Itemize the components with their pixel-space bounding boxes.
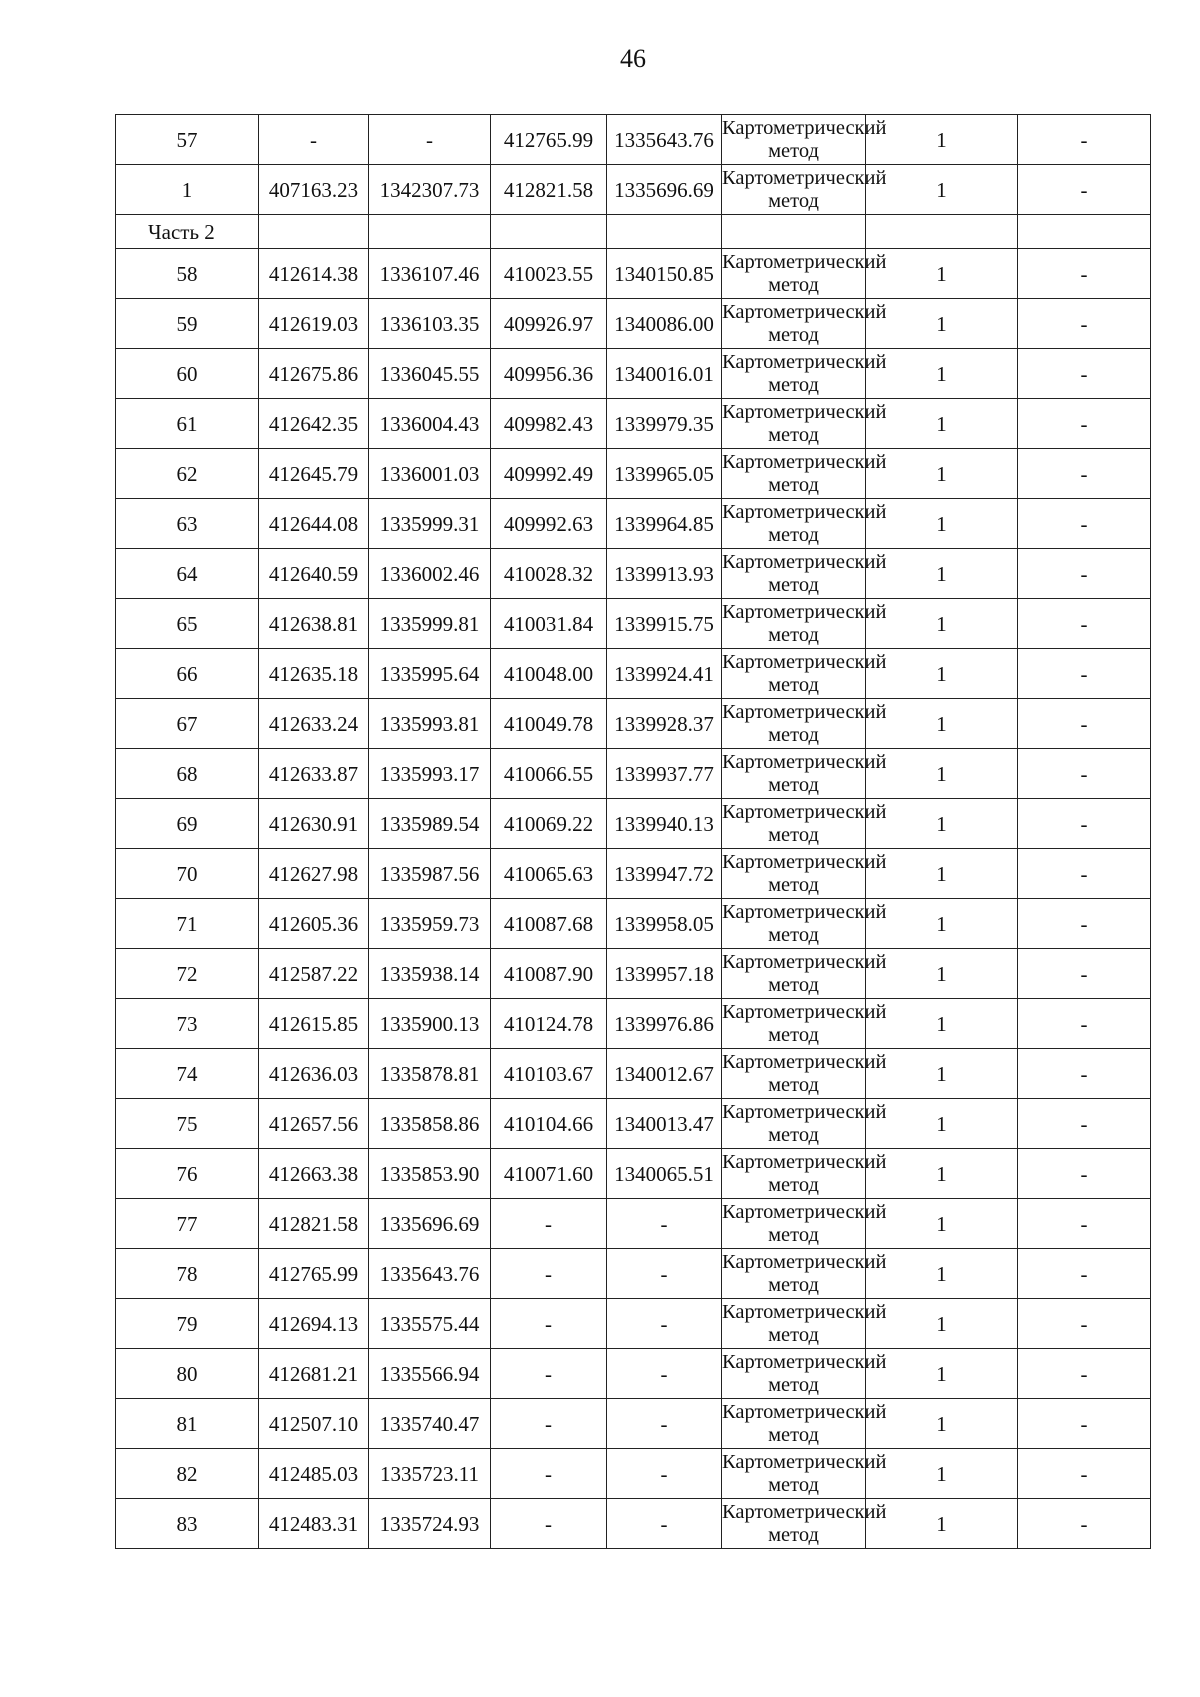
empty-cell	[866, 215, 1018, 249]
new-y-cell: 1339965.05	[607, 449, 722, 499]
existing-x-cell: 412657.56	[259, 1099, 369, 1149]
existing-x-cell: 412765.99	[259, 1249, 369, 1299]
new-y-cell: -	[607, 1249, 722, 1299]
coordinates-table	[115, 114, 1151, 1549]
new-x-cell: 410065.63	[491, 849, 607, 899]
point-number-cell: 75	[116, 1099, 259, 1149]
method-cell: Картометрический метод	[722, 399, 866, 449]
new-y-cell: 1340150.85	[607, 249, 722, 299]
new-x-cell: -	[491, 1399, 607, 1449]
new-y-cell: 1339976.86	[607, 999, 722, 1049]
existing-x-cell: 412485.03	[259, 1449, 369, 1499]
new-y-cell: 1339924.41	[607, 649, 722, 699]
table-row	[116, 599, 1151, 649]
new-y-cell: 1339913.93	[607, 549, 722, 599]
new-x-cell: 410124.78	[491, 999, 607, 1049]
new-y-cell: 1340012.67	[607, 1049, 722, 1099]
empty-cell	[1018, 215, 1151, 249]
accuracy-cell: 1	[866, 1099, 1018, 1149]
method-cell: Картометрический метод	[722, 599, 866, 649]
note-cell: -	[1018, 1399, 1151, 1449]
table-row	[116, 649, 1151, 699]
note-cell: -	[1018, 1049, 1151, 1099]
existing-y-cell: 1335566.94	[369, 1349, 491, 1399]
point-number-cell: 59	[116, 299, 259, 349]
table-row	[116, 999, 1151, 1049]
accuracy-cell: 1	[866, 1199, 1018, 1249]
existing-x-cell: 412645.79	[259, 449, 369, 499]
existing-y-cell: 1335987.56	[369, 849, 491, 899]
new-y-cell: 1339958.05	[607, 899, 722, 949]
table-row	[116, 699, 1151, 749]
accuracy-cell: 1	[866, 699, 1018, 749]
note-cell: -	[1018, 349, 1151, 399]
accuracy-cell: 1	[866, 1399, 1018, 1449]
accuracy-cell: 1	[866, 899, 1018, 949]
note-cell: -	[1018, 399, 1151, 449]
existing-y-cell: 1335858.86	[369, 1099, 491, 1149]
existing-x-cell: 412507.10	[259, 1399, 369, 1449]
existing-x-cell: 412642.35	[259, 399, 369, 449]
accuracy-cell: 1	[866, 649, 1018, 699]
new-x-cell: 409982.43	[491, 399, 607, 449]
note-cell: -	[1018, 899, 1151, 949]
method-cell: Картометрический метод	[722, 1299, 866, 1349]
point-number-cell: 66	[116, 649, 259, 699]
new-y-cell: 1335643.76	[607, 115, 722, 165]
accuracy-cell: 1	[866, 299, 1018, 349]
note-cell: -	[1018, 1299, 1151, 1349]
existing-x-cell: 412587.22	[259, 949, 369, 999]
new-x-cell: 410103.67	[491, 1049, 607, 1099]
existing-x-cell: 412633.24	[259, 699, 369, 749]
table-row	[116, 115, 1151, 165]
existing-y-cell: 1335999.31	[369, 499, 491, 549]
new-y-cell: 1339928.37	[607, 699, 722, 749]
point-number-cell: 61	[116, 399, 259, 449]
new-x-cell: 409992.49	[491, 449, 607, 499]
empty-cell	[607, 215, 722, 249]
method-cell: Картометрический метод	[722, 1349, 866, 1399]
new-y-cell: -	[607, 1449, 722, 1499]
new-y-cell: -	[607, 1349, 722, 1399]
point-number-cell: 68	[116, 749, 259, 799]
existing-x-cell: 412675.86	[259, 349, 369, 399]
point-number-cell: 64	[116, 549, 259, 599]
table-row	[116, 399, 1151, 449]
existing-y-cell: 1335995.64	[369, 649, 491, 699]
new-y-cell: 1339947.72	[607, 849, 722, 899]
method-cell: Картометрический метод	[722, 849, 866, 899]
new-y-cell: 1340013.47	[607, 1099, 722, 1149]
existing-y-cell: 1335878.81	[369, 1049, 491, 1099]
accuracy-cell: 1	[866, 165, 1018, 215]
note-cell: -	[1018, 1449, 1151, 1499]
table-row	[116, 249, 1151, 299]
accuracy-cell: 1	[866, 999, 1018, 1049]
existing-x-cell: 407163.23	[259, 165, 369, 215]
table-row	[116, 1099, 1151, 1149]
table-row	[116, 1049, 1151, 1099]
point-number-cell: 69	[116, 799, 259, 849]
table-row	[116, 449, 1151, 499]
new-y-cell: 1339937.77	[607, 749, 722, 799]
point-number-cell: 57	[116, 115, 259, 165]
existing-y-cell: 1335993.17	[369, 749, 491, 799]
existing-y-cell: 1336045.55	[369, 349, 491, 399]
new-y-cell: -	[607, 1399, 722, 1449]
point-number-cell: 65	[116, 599, 259, 649]
note-cell: -	[1018, 1149, 1151, 1199]
note-cell: -	[1018, 549, 1151, 599]
new-x-cell: -	[491, 1449, 607, 1499]
existing-y-cell: 1336107.46	[369, 249, 491, 299]
existing-x-cell: 412663.38	[259, 1149, 369, 1199]
method-cell: Картометрический метод	[722, 649, 866, 699]
method-cell: Картометрический метод	[722, 1399, 866, 1449]
table-row	[116, 1249, 1151, 1299]
empty-cell	[369, 215, 491, 249]
note-cell: -	[1018, 249, 1151, 299]
new-y-cell: -	[607, 1299, 722, 1349]
existing-y-cell: 1335853.90	[369, 1149, 491, 1199]
existing-y-cell: 1335575.44	[369, 1299, 491, 1349]
method-cell: Картометрический метод	[722, 1149, 866, 1199]
existing-x-cell: 412694.13	[259, 1299, 369, 1349]
new-y-cell: 1340086.00	[607, 299, 722, 349]
existing-x-cell: 412681.21	[259, 1349, 369, 1399]
existing-y-cell: 1335999.81	[369, 599, 491, 649]
note-cell: -	[1018, 299, 1151, 349]
existing-y-cell: -	[369, 115, 491, 165]
accuracy-cell: 1	[866, 249, 1018, 299]
new-y-cell: 1339940.13	[607, 799, 722, 849]
note-cell: -	[1018, 499, 1151, 549]
point-number-cell: 1	[116, 165, 259, 215]
new-x-cell: 412821.58	[491, 165, 607, 215]
method-cell: Картометрический метод	[722, 499, 866, 549]
existing-y-cell: 1336002.46	[369, 549, 491, 599]
point-number-cell: 77	[116, 1199, 259, 1249]
existing-x-cell: 412614.38	[259, 249, 369, 299]
accuracy-cell: 1	[866, 949, 1018, 999]
table-row	[116, 1499, 1151, 1549]
point-number-cell: 60	[116, 349, 259, 399]
new-x-cell: 410066.55	[491, 749, 607, 799]
new-y-cell: 1340016.01	[607, 349, 722, 399]
note-cell: -	[1018, 999, 1151, 1049]
existing-y-cell: 1335740.47	[369, 1399, 491, 1449]
existing-y-cell: 1335723.11	[369, 1449, 491, 1499]
method-cell: Картометрический метод	[722, 1099, 866, 1149]
method-cell: Картометрический метод	[722, 1449, 866, 1499]
existing-x-cell: 412635.18	[259, 649, 369, 699]
new-x-cell: 410087.68	[491, 899, 607, 949]
note-cell: -	[1018, 1499, 1151, 1549]
new-x-cell: 410071.60	[491, 1149, 607, 1199]
existing-x-cell: 412605.36	[259, 899, 369, 949]
new-y-cell: 1340065.51	[607, 1149, 722, 1199]
table-row	[116, 799, 1151, 849]
existing-y-cell: 1336004.43	[369, 399, 491, 449]
note-cell: -	[1018, 1099, 1151, 1149]
accuracy-cell: 1	[866, 749, 1018, 799]
point-number-cell: 74	[116, 1049, 259, 1099]
new-x-cell: 410087.90	[491, 949, 607, 999]
accuracy-cell: 1	[866, 399, 1018, 449]
note-cell: -	[1018, 1199, 1151, 1249]
method-cell: Картометрический метод	[722, 999, 866, 1049]
existing-x-cell: 412615.85	[259, 999, 369, 1049]
table-row	[116, 949, 1151, 999]
table-row	[116, 1149, 1151, 1199]
accuracy-cell: 1	[866, 849, 1018, 899]
method-cell: Картометрический метод	[722, 349, 866, 399]
existing-x-cell: 412636.03	[259, 1049, 369, 1099]
accuracy-cell: 1	[866, 549, 1018, 599]
existing-x-cell: 412630.91	[259, 799, 369, 849]
method-cell: Картометрический метод	[722, 115, 866, 165]
new-x-cell: 410104.66	[491, 1099, 607, 1149]
point-number-cell: 81	[116, 1399, 259, 1449]
table-row	[116, 1449, 1151, 1499]
existing-x-cell: 412821.58	[259, 1199, 369, 1249]
accuracy-cell: 1	[866, 499, 1018, 549]
existing-x-cell: 412644.08	[259, 499, 369, 549]
accuracy-cell: 1	[866, 599, 1018, 649]
new-x-cell: 410069.22	[491, 799, 607, 849]
existing-y-cell: 1342307.73	[369, 165, 491, 215]
existing-x-cell: -	[259, 115, 369, 165]
method-cell: Картометрический метод	[722, 1249, 866, 1299]
empty-cell	[259, 215, 369, 249]
note-cell: -	[1018, 949, 1151, 999]
note-cell: -	[1018, 1249, 1151, 1299]
new-x-cell: 412765.99	[491, 115, 607, 165]
note-cell: -	[1018, 799, 1151, 849]
accuracy-cell: 1	[866, 1449, 1018, 1499]
new-y-cell: 1339979.35	[607, 399, 722, 449]
method-cell: Картометрический метод	[722, 699, 866, 749]
point-number-cell: 73	[116, 999, 259, 1049]
table-row	[116, 299, 1151, 349]
method-cell: Картометрический метод	[722, 1499, 866, 1549]
existing-y-cell: 1335643.76	[369, 1249, 491, 1299]
new-y-cell: 1339957.18	[607, 949, 722, 999]
accuracy-cell: 1	[866, 1049, 1018, 1099]
method-cell: Картометрический метод	[722, 449, 866, 499]
new-x-cell: 409992.63	[491, 499, 607, 549]
existing-x-cell: 412638.81	[259, 599, 369, 649]
new-x-cell: -	[491, 1199, 607, 1249]
point-number-cell: 71	[116, 899, 259, 949]
method-cell: Картометрический метод	[722, 299, 866, 349]
new-x-cell: 410049.78	[491, 699, 607, 749]
table-row	[116, 1199, 1151, 1249]
new-x-cell: 409926.97	[491, 299, 607, 349]
accuracy-cell: 1	[866, 115, 1018, 165]
new-x-cell: 409956.36	[491, 349, 607, 399]
empty-cell	[491, 215, 607, 249]
existing-x-cell: 412640.59	[259, 549, 369, 599]
note-cell: -	[1018, 165, 1151, 215]
note-cell: -	[1018, 1349, 1151, 1399]
existing-y-cell: 1336001.03	[369, 449, 491, 499]
new-y-cell: -	[607, 1499, 722, 1549]
accuracy-cell: 1	[866, 1499, 1018, 1549]
note-cell: -	[1018, 749, 1151, 799]
point-number-cell: 67	[116, 699, 259, 749]
point-number-cell: 78	[116, 1249, 259, 1299]
method-cell: Картометрический метод	[722, 249, 866, 299]
method-cell: Картометрический метод	[722, 799, 866, 849]
table-row	[116, 349, 1151, 399]
accuracy-cell: 1	[866, 799, 1018, 849]
method-cell: Картометрический метод	[722, 165, 866, 215]
existing-y-cell: 1335959.73	[369, 899, 491, 949]
existing-y-cell: 1335724.93	[369, 1499, 491, 1549]
new-x-cell: -	[491, 1249, 607, 1299]
method-cell: Картометрический метод	[722, 899, 866, 949]
point-number-cell: 76	[116, 1149, 259, 1199]
table-row	[116, 549, 1151, 599]
new-x-cell: 410028.32	[491, 549, 607, 599]
accuracy-cell: 1	[866, 1149, 1018, 1199]
new-x-cell: 410023.55	[491, 249, 607, 299]
accuracy-cell: 1	[866, 349, 1018, 399]
new-x-cell: -	[491, 1349, 607, 1399]
point-number-cell: 70	[116, 849, 259, 899]
new-y-cell: 1339915.75	[607, 599, 722, 649]
point-number-cell: 62	[116, 449, 259, 499]
new-y-cell: -	[607, 1199, 722, 1249]
note-cell: -	[1018, 699, 1151, 749]
note-cell: -	[1018, 649, 1151, 699]
method-cell: Картометрический метод	[722, 1199, 866, 1249]
existing-x-cell: 412627.98	[259, 849, 369, 899]
table-row	[116, 499, 1151, 549]
existing-y-cell: 1335993.81	[369, 699, 491, 749]
table-row	[116, 1299, 1151, 1349]
point-number-cell: 80	[116, 1349, 259, 1399]
existing-y-cell: 1335989.54	[369, 799, 491, 849]
new-y-cell: 1339964.85	[607, 499, 722, 549]
table-row	[116, 165, 1151, 215]
accuracy-cell: 1	[866, 1299, 1018, 1349]
existing-y-cell: 1335900.13	[369, 999, 491, 1049]
existing-x-cell: 412619.03	[259, 299, 369, 349]
note-cell: -	[1018, 449, 1151, 499]
table-row	[116, 899, 1151, 949]
empty-cell	[722, 215, 866, 249]
new-x-cell: 410048.00	[491, 649, 607, 699]
note-cell: -	[1018, 849, 1151, 899]
accuracy-cell: 1	[866, 1249, 1018, 1299]
section-label: Часть 2	[116, 215, 259, 249]
existing-x-cell: 412633.87	[259, 749, 369, 799]
new-x-cell: -	[491, 1299, 607, 1349]
existing-y-cell: 1336103.35	[369, 299, 491, 349]
accuracy-cell: 1	[866, 1349, 1018, 1399]
table-row	[116, 749, 1151, 799]
new-x-cell: -	[491, 1499, 607, 1549]
page-number: 46	[620, 44, 646, 73]
method-cell: Картометрический метод	[722, 549, 866, 599]
existing-y-cell: 1335696.69	[369, 1199, 491, 1249]
new-y-cell: 1335696.69	[607, 165, 722, 215]
method-cell: Картометрический метод	[722, 949, 866, 999]
existing-x-cell: 412483.31	[259, 1499, 369, 1549]
section-row	[116, 215, 1151, 249]
method-cell: Картометрический метод	[722, 749, 866, 799]
table-row	[116, 1399, 1151, 1449]
table-row	[116, 1349, 1151, 1399]
existing-y-cell: 1335938.14	[369, 949, 491, 999]
point-number-cell: 83	[116, 1499, 259, 1549]
point-number-cell: 63	[116, 499, 259, 549]
point-number-cell: 72	[116, 949, 259, 999]
accuracy-cell: 1	[866, 449, 1018, 499]
point-number-cell: 82	[116, 1449, 259, 1499]
note-cell: -	[1018, 599, 1151, 649]
point-number-cell: 79	[116, 1299, 259, 1349]
new-x-cell: 410031.84	[491, 599, 607, 649]
point-number-cell: 58	[116, 249, 259, 299]
table-row	[116, 849, 1151, 899]
note-cell: -	[1018, 115, 1151, 165]
method-cell: Картометрический метод	[722, 1049, 866, 1099]
